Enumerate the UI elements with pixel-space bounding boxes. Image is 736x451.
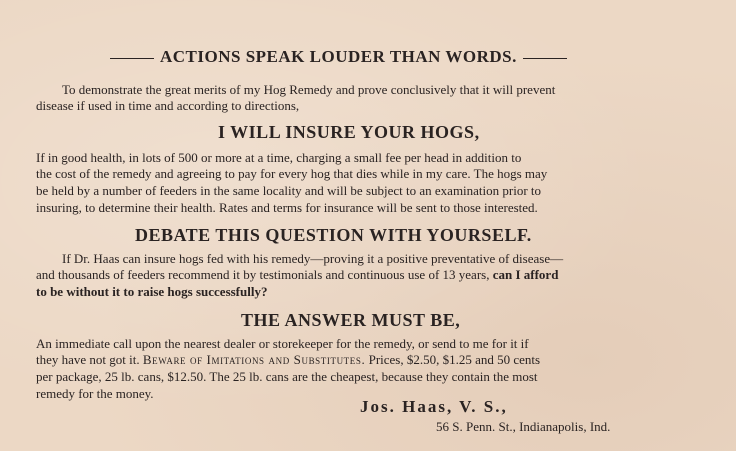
address: 56 S. Penn. St., Indianapolis, Ind. [436, 419, 611, 434]
left-rule [110, 58, 154, 59]
card-title-row [104, 47, 573, 67]
answer-line-2-text: they have not got it. [36, 352, 143, 367]
debate-line-1: If Dr. Haas can insure hogs fed with his remedy—proving it a positive preventative of disease— [62, 251, 564, 266]
heading-answer: THE ANSWER MUST BE, [241, 310, 461, 330]
insure-line-4: insuring, to determine their health. Rates and terms for insurance will be sent to those interested. [36, 200, 538, 215]
debate-bold-phrase: can I afford [492, 267, 559, 282]
heading-insure: I WILL INSURE YOUR HOGS, [218, 122, 480, 142]
signature: Jos. Haas, V. S., [360, 397, 508, 416]
debate-line-2-text: and thousands of feeders recommend it by testimonials and continuous use of 13 years, [36, 267, 493, 282]
insure-line-1: If in good health, in lots of 500 or more at a time, charging a small fee per head in addition to [36, 150, 522, 165]
intro-line-2: disease if used in time and according to directions, [36, 98, 300, 113]
answer-line-2 [36, 352, 540, 368]
answer-line-3: per package, 25 lb. cans, $12.50. The 25 lb. cans are the cheapest, because they contain the most [36, 369, 538, 384]
right-rule [523, 58, 567, 59]
debate-line-2 [36, 267, 558, 283]
answer-line-1: An immediate call upon the nearest dealer or storekeeper for the remedy, or send to me for it if [36, 336, 529, 351]
beware-notice: Beware of Imitations and Substitutes. [142, 352, 366, 367]
card-title: ACTIONS SPEAK LOUDER THAN WORDS. [160, 47, 517, 66]
insure-line-2: the cost of the remedy and agreeing to pay for every hog that dies while in my care. The hogs may [36, 166, 548, 181]
answer-line-4: remedy for the money. [36, 386, 154, 401]
heading-debate: DEBATE THIS QUESTION WITH YOURSELF. [135, 225, 532, 245]
insure-line-3: be held by a number of feeders in the same locality and will be subject to an examination prior to [36, 183, 542, 198]
intro-line-1: To demonstrate the great merits of my Hog Remedy and prove conclusively that it will prevent [62, 82, 556, 97]
debate-line-3: to be without it to raise hogs successfully? [36, 284, 268, 299]
answer-prices: Prices, $2.50, $1.25 and 50 cents [365, 352, 541, 367]
